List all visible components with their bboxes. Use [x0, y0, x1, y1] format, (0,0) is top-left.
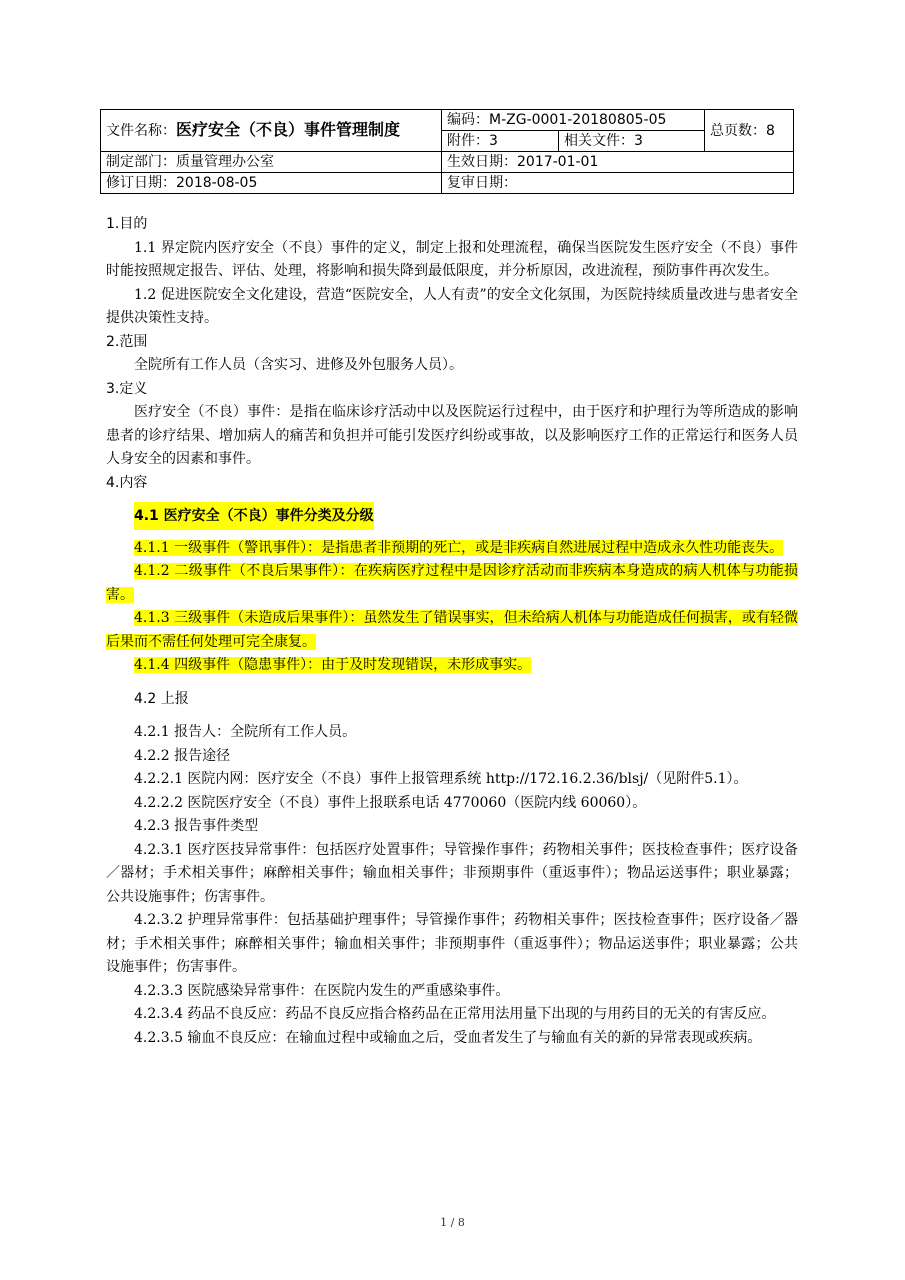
paragraph-4-1-2 — [106, 560, 798, 607]
paragraph-4-2-3: 4.2.3 报告事件类型 — [134, 818, 259, 834]
level-2-event-text: 4.1.2 二级事件（不良后果事件）：在疾病医疗过程中是因诊疗活动而非疾病本身造成的病人机体与功能损害。 — [106, 563, 798, 603]
file-name-cell — [101, 110, 442, 152]
attachments-cell: 附件：3 — [442, 131, 559, 152]
paragraph-4-2-3-2: 4.2.3.2 护理异常事件：包括基础护理事件；导管操作事件；药物相关事件；医技检查事件；医疗设备／器材；手术相关事件；麻醉相关事件；输血相关事件；非预期事件（重返事件）；物品运送事件；职业暴露；公共设施事件；伤害事件。 — [106, 912, 798, 975]
file-name: 医疗安全（不良）事件管理制度 — [176, 120, 401, 139]
paragraph-4-1-4 — [106, 654, 798, 678]
paragraph-4-1-1 — [106, 537, 798, 561]
section-4-1-heading — [106, 505, 798, 529]
level-4-event-text: 4.1.4 四级事件（隐患事件）：由于及时发现错误，未形成事实。 — [134, 657, 532, 673]
document-body — [106, 213, 798, 1050]
paragraph-4-1-3 — [106, 607, 798, 654]
paragraph-4-2-3-5: 4.2.3.5 输血不良反应：在输血过程中或输血之后，受血者发生了与输血有关的新的异常表现或疾病。 — [134, 1029, 762, 1046]
department-cell: 制定部门：质量管理办公室 — [101, 152, 442, 173]
section-4-1-title: 4.1 医疗安全（不良）事件分类及分级 — [134, 502, 374, 530]
section-1-title: 1.目的 — [106, 216, 148, 232]
paragraph-2: 全院所有工作人员（含实习、进修及外包服务人员）。 — [134, 357, 463, 373]
related-files-cell: 相关文件：3 — [559, 131, 705, 152]
revision-date-cell: 修订日期：2018-08-05 — [101, 173, 442, 194]
paragraph-4-2-2: 4.2.2 报告途径 — [134, 747, 231, 764]
paragraph-4-2-2-1: 4.2.2.1 医院内网：医疗安全（不良）事件上报管理系统 http://172.16.2.36/blsj/（见附件5.1）。 — [134, 771, 748, 787]
paragraph-3: 医疗安全（不良）事件：是指在临床诊疗活动中以及医院运行过程中，由于医疗和护理行为等所造成的影响患者的诊疗结果、增加病人的痛苦和负担并可能引发医疗纠纷或事故，以及影响医疗工作的正常运行和医务人员人身安全的因素和事件。 — [106, 404, 798, 467]
section-4-2-title: 4.2 上报 — [134, 690, 189, 707]
page-number: 1 / 8 — [440, 1216, 465, 1229]
section-3-title: 3.定义 — [106, 380, 148, 397]
paragraph-4-2-2-2: 4.2.2.2 医院医疗安全（不良）事件上报联系电话 4770060（医院内线 60060）。 — [134, 794, 647, 811]
paragraph-1-2: 1.2 促进医院安全文化建设，营造“医院安全，人人有责”的安全文化氛围，为医院持续质量改进与患者安全提供决策性支持。 — [106, 286, 798, 326]
section-2-title: 2.范围 — [106, 333, 148, 350]
paragraph-4-2-1: 4.2.1 报告人：全院所有工作人员。 — [134, 724, 357, 740]
section-4-title: 4.内容 — [106, 474, 148, 491]
paragraph-4-2-3-1: 4.2.3.1 医疗医技异常事件：包括医疗处置事件；导管操作事件；药物相关事件；医技检查事件；医疗设备／器材；手术相关事件；麻醉相关事件；输血相关事件；非预期事件（重返事件）；物品运送事件；职业暴露；公共设施事件；伤害事件。 — [106, 841, 798, 905]
level-3-event-text: 4.1.3 三级事件（未造成后果事件）：虽然发生了错误事实，但未给病人机体与功能造成任何损害，或有轻微后果而不需任何处理可完全康复。 — [106, 610, 798, 650]
effective-date-cell: 生效日期：2017-01-01 — [442, 152, 794, 173]
total-pages-cell: 总页数：8 — [705, 110, 794, 152]
file-name-label: 文件名称： — [106, 123, 176, 139]
paragraph-4-2-3-3: 4.2.3.3 医院感染异常事件：在医院内发生的严重感染事件。 — [134, 982, 510, 999]
document-header-table — [100, 109, 794, 194]
code-cell: 编码：M-ZG-0001-20180805-05 — [442, 110, 705, 131]
paragraph-4-2-3-4: 4.2.3.4 药品不良反应：药品不良反应指合格药品在正常用法用量下出现的与用药目的无关的有害反应。 — [134, 1006, 776, 1022]
level-1-event-text: 4.1.1 一级事件（警讯事件）：是指患者非预期的死亡，或是非疾病自然进展过程中造成永久性功能丧失。 — [134, 539, 784, 556]
review-date-cell: 复审日期： — [442, 173, 794, 194]
paragraph-1-1: 1.1 界定院内医疗安全（不良）事件的定义，制定上报和处理流程，确保当医院发生医疗安全（不良）事件时能按照规定报告、评估、处理，将影响和损失降到最低限度，并分析原因，改进流程，预防事件再次发生。 — [106, 239, 798, 279]
